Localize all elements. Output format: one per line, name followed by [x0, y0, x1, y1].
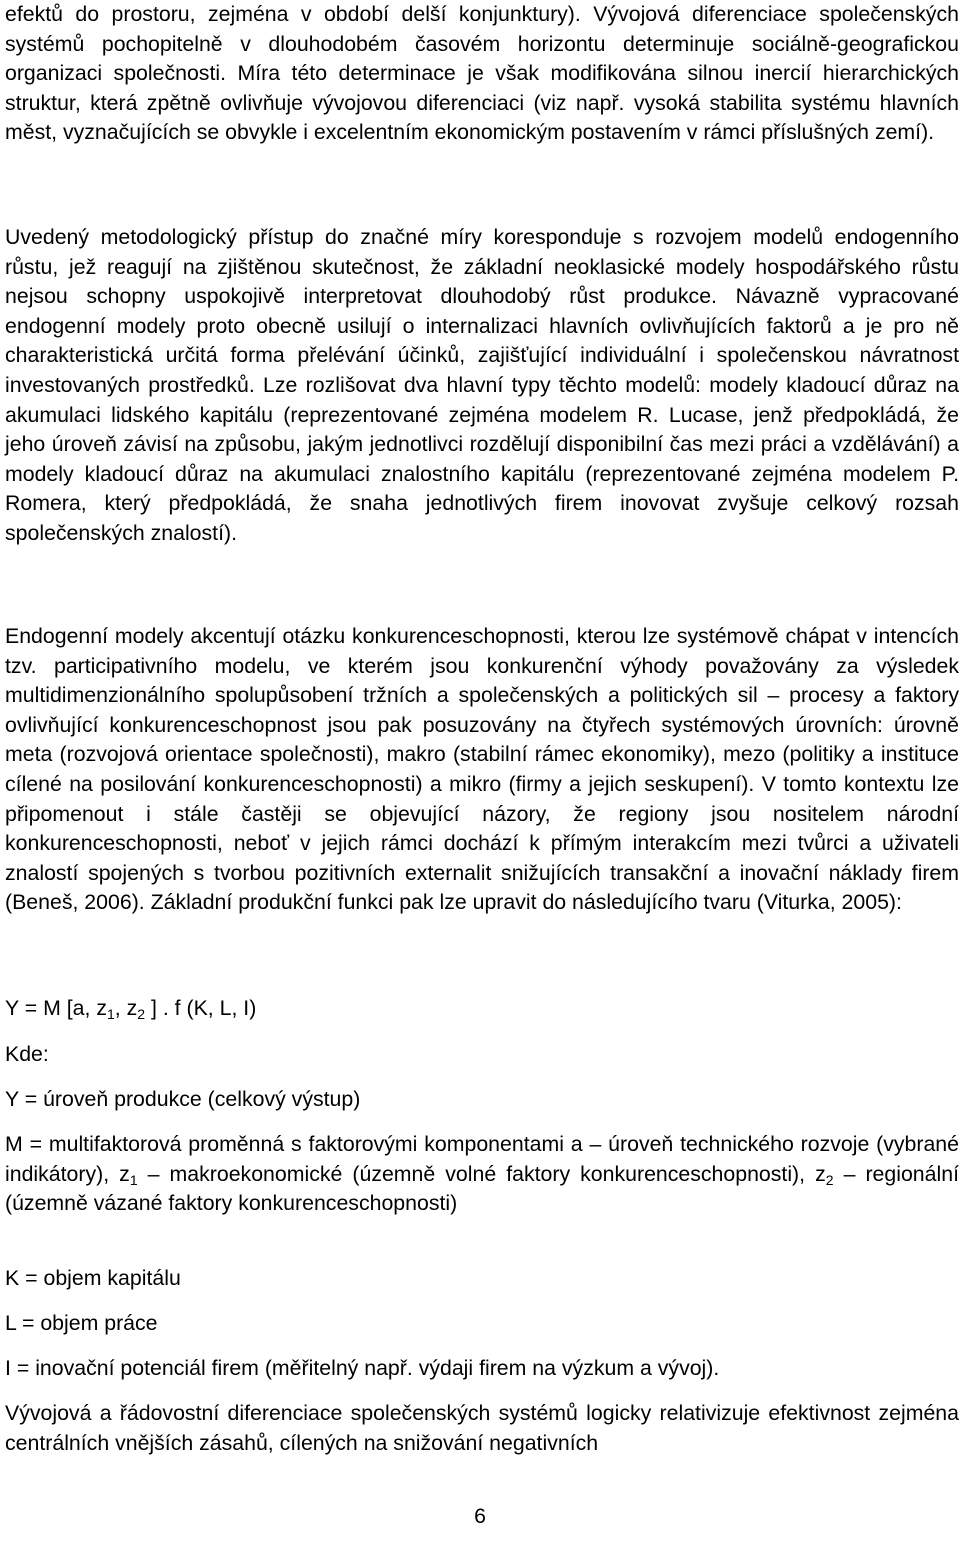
production-function-formula: [5, 994, 959, 1024]
definition-i: I = inovační potenciál firem (měřitelný např. výdaji firem na výzkum a vývoj).: [5, 1356, 720, 1380]
where-label: Kde:: [5, 1042, 49, 1066]
paragraph-development-differentiation: efektů do prostoru, zejména v období delší konjunktury). Vývojová diferenciace společenských systémů pochopitelně v dlouhodobém časovém horizontu determinuje sociálně-geografickou organizaci společnosti. Míra této determinace je však modifikována silnou inercií hierarchických struktur, která zpětně ovlivňuje vývojovou diferenciaci (viz např. vysoká stabilita systému hlavních měst, vyznačujících se obvykle i excelentním ekonomickým postavením v rámci příslušných zemí).: [5, 2, 959, 145]
formula-part-1: Y = M [a, z: [5, 996, 107, 1020]
definition-m: [5, 1130, 959, 1219]
definition-k: K = objem kapitálu: [5, 1266, 181, 1290]
formula-part-3: ] . f (K, L, I): [145, 996, 257, 1020]
paragraph-competitiveness: Endogenní modely akcentují otázku konkurenceschopnosti, kterou lze systémově chápat v intencích tzv. participativního modelu, ve kterém jsou konkurenční výhody považovány za výsledek multidimenzionálního spolupůsobení tržních a společenských a politických sil – procesy a faktory ovlivňující konkurenceschopnost jsou pak posuzovány na čtyřech systémových úrovních: úrovně meta (rozvojová orientace společnosti), makro (stabilní rámec ekonomiky), mezo (politiky a instituce cílené na posilování konkurenceschopnosti) a mikro (firmy a jejich seskupení). V tomto kontextu lze připomenout i stále častěji se objevující názory, že regiony jsou nositelem národní konkurenceschopnosti, neboť v jejich rámci dochází k přímým interakcím mezi tvůrci a uživateli znalostí spojených s tvorbou pozitivních externalit snižujících transakční a inovační náklady firem (Beneš, 2006). Základní produkční funkci pak lze upravit do následujícího tvaru (Viturka, 2005):: [5, 624, 959, 915]
definition-l: L = objem práce: [5, 1311, 158, 1335]
definition-m-part-2: – makroekonomické (územně volné faktory konkurenceschopnosti), z: [137, 1161, 826, 1186]
definition-y: Y = úroveň produkce (celkový výstup): [5, 1087, 361, 1111]
page-number: 6: [474, 1504, 486, 1528]
definition-m-part-1: M = multifaktorová proměnná s faktorovými komponentami a – úroveň technického rozvoje (vybrané indikátory), z: [5, 1132, 959, 1186]
paragraph-endogenous-growth-models: Uvedený metodologický přístup do značné míry koresponduje s rozvojem modelů endogenního růstu, jež reagují na zjištěnou skutečnost, že základní neoklasické modely hospodářského růstu nejsou schopny uspokojivě interpretovat dlouhodobý růst produkce. Návazně vypracované endogenní modely proto obecně usilují o internalizaci hlavních ovlivňujících faktorů a je pro ně charakteristická určitá forma přelévání účinků, zajišťující individuální i společenskou návratnost investovaných prostředků. Lze rozlišovat dva hlavní typy těchto modelů: modely kladoucí důraz na akumulaci lidského kapitálu (reprezentované zejména modelem R. Lucase, jenž předpokládá, že jeho úroveň závisí na způsobu, jakým jednotlivci rozdělují disponibilní čas mezi práci a vzdělávání) a modely kladoucí důraz na akumulaci znalostního kapitálu (reprezentované zejména modelem P. Romera, který předpokládá, že snaha jednotlivých firem inovovat zvyšuje celkový rozsah společenských znalostí).: [5, 225, 959, 545]
formula-part-2: , z: [114, 996, 138, 1020]
definition-m-subscript-2: 2: [825, 1171, 834, 1188]
definition-m-part-3: – regionální (územně vázané faktory konkurenceschopnosti): [5, 1161, 959, 1216]
formula-subscript-1: 1: [107, 1006, 115, 1022]
paragraph-final: Vývojová a řádovostní diferenciace společenských systémů logicky relativizuje efektivnost zejména centrálních vnějších zásahů, cílených na snižování negativních: [5, 1401, 959, 1455]
definition-m-subscript-1: 1: [129, 1171, 138, 1188]
formula-subscript-2: 2: [137, 1006, 146, 1022]
